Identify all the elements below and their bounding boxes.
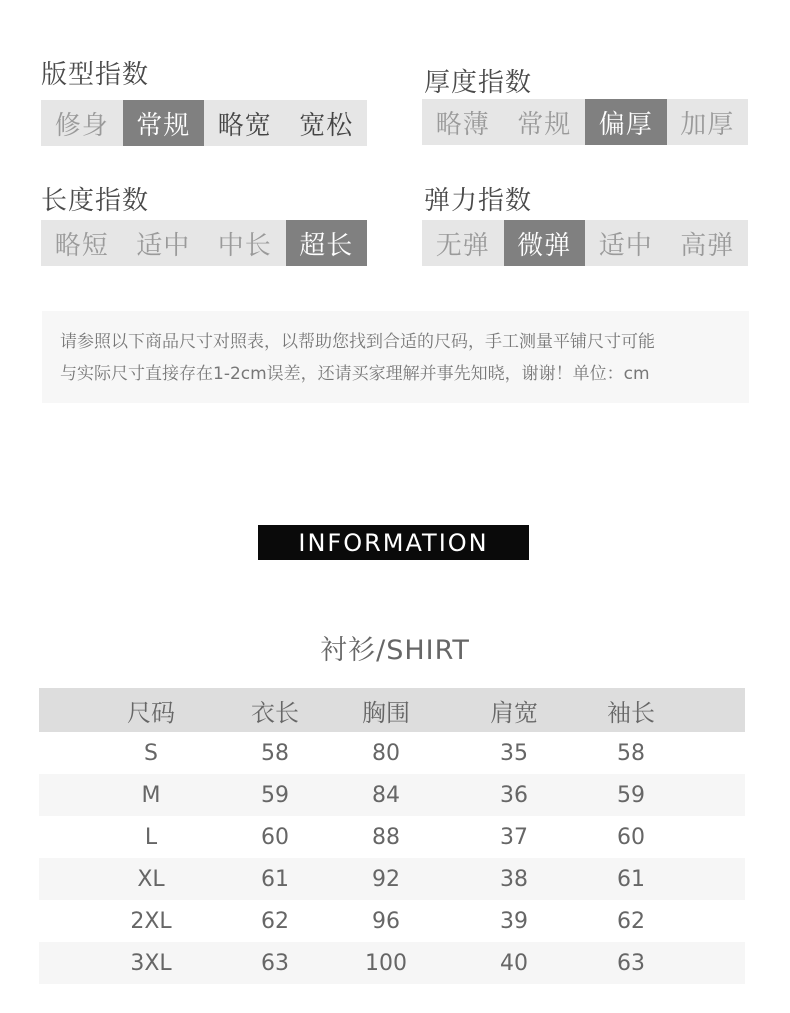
thickness-option-regular: 常规 <box>517 109 572 140</box>
cell-sleeve: 63 <box>617 950 645 976</box>
header-sleeve: 袖长 <box>607 698 655 727</box>
header-shoulder: 肩宽 <box>490 698 538 727</box>
measurement-note <box>42 311 749 403</box>
cell-shoulder: 39 <box>500 908 528 934</box>
fit-index-title: 版型指数 <box>41 60 150 90</box>
elasticity-index-title: 弹力指数 <box>424 186 533 216</box>
size-table-title: 衬衫/SHIRT <box>320 635 470 666</box>
cell-chest: 88 <box>372 824 400 850</box>
cell-sleeve: 59 <box>617 782 645 808</box>
table-header-row <box>39 688 745 732</box>
note-line-1: 请参照以下商品尺寸对照表，以帮助您找到合适的尺码，手工测量平铺尺寸可能 <box>60 332 655 352</box>
elasticity-option-slight: 微弹 <box>504 220 586 266</box>
elasticity-option-high: 高弹 <box>680 230 735 261</box>
note-line-2: 与实际尺寸直接存在1-2cm误差，还请买家理解并事先知晓，谢谢！单位：cm <box>60 364 650 384</box>
cell-shoulder: 36 <box>500 782 528 808</box>
cell-chest: 92 <box>372 866 400 892</box>
thickness-index-title: 厚度指数 <box>424 68 533 98</box>
cell-shoulder: 37 <box>500 824 528 850</box>
information-banner: INFORMATION <box>258 525 529 560</box>
header-size: 尺码 <box>127 698 175 727</box>
table-row <box>39 900 745 942</box>
length-option-short: 略短 <box>54 230 109 261</box>
cell-chest: 96 <box>372 908 400 934</box>
cell-size: S <box>144 740 158 766</box>
thickness-option-thick: 偏厚 <box>585 99 667 145</box>
elasticity-option-moderate: 适中 <box>598 230 653 261</box>
fit-option-loose: 略宽 <box>217 110 272 141</box>
table-row <box>39 942 745 984</box>
cell-length: 63 <box>261 950 289 976</box>
fit-option-baggy: 宽松 <box>299 110 354 141</box>
cell-length: 59 <box>261 782 289 808</box>
cell-size: M <box>141 782 161 808</box>
cell-shoulder: 38 <box>500 866 528 892</box>
table-row <box>39 774 745 816</box>
cell-shoulder: 35 <box>500 740 528 766</box>
cell-shoulder: 40 <box>500 950 528 976</box>
cell-sleeve: 60 <box>617 824 645 850</box>
length-index-title: 长度指数 <box>41 186 150 216</box>
size-table <box>39 688 745 984</box>
cell-chest: 80 <box>372 740 400 766</box>
thickness-option-thin: 略薄 <box>435 109 490 140</box>
header-length: 衣长 <box>251 698 299 727</box>
fit-option-slim: 修身 <box>54 110 109 141</box>
table-row <box>39 858 745 900</box>
cell-size: L <box>144 824 158 850</box>
cell-chest: 100 <box>365 950 407 976</box>
cell-length: 58 <box>261 740 289 766</box>
elasticity-option-none: 无弹 <box>435 230 490 261</box>
cell-chest: 84 <box>372 782 400 808</box>
table-row <box>39 732 745 774</box>
cell-sleeve: 58 <box>617 740 645 766</box>
length-index-scale <box>41 220 367 266</box>
cell-size: 2XL <box>130 908 172 934</box>
cell-length: 62 <box>261 908 289 934</box>
cell-length: 60 <box>261 824 289 850</box>
fit-index-scale <box>41 100 367 146</box>
header-chest: 胸围 <box>362 698 410 727</box>
cell-size: 3XL <box>130 950 172 976</box>
length-option-mid-long: 中长 <box>217 230 272 261</box>
thickness-index-scale <box>422 99 748 145</box>
elasticity-index-scale <box>422 220 748 266</box>
cell-length: 61 <box>261 866 289 892</box>
thickness-option-extra-thick: 加厚 <box>680 109 735 140</box>
table-row <box>39 816 745 858</box>
cell-sleeve: 61 <box>617 866 645 892</box>
cell-size: XL <box>137 866 165 892</box>
length-option-extra-long: 超长 <box>286 220 368 266</box>
cell-sleeve: 62 <box>617 908 645 934</box>
fit-option-regular: 常规 <box>123 100 205 146</box>
length-option-moderate: 适中 <box>136 230 191 261</box>
